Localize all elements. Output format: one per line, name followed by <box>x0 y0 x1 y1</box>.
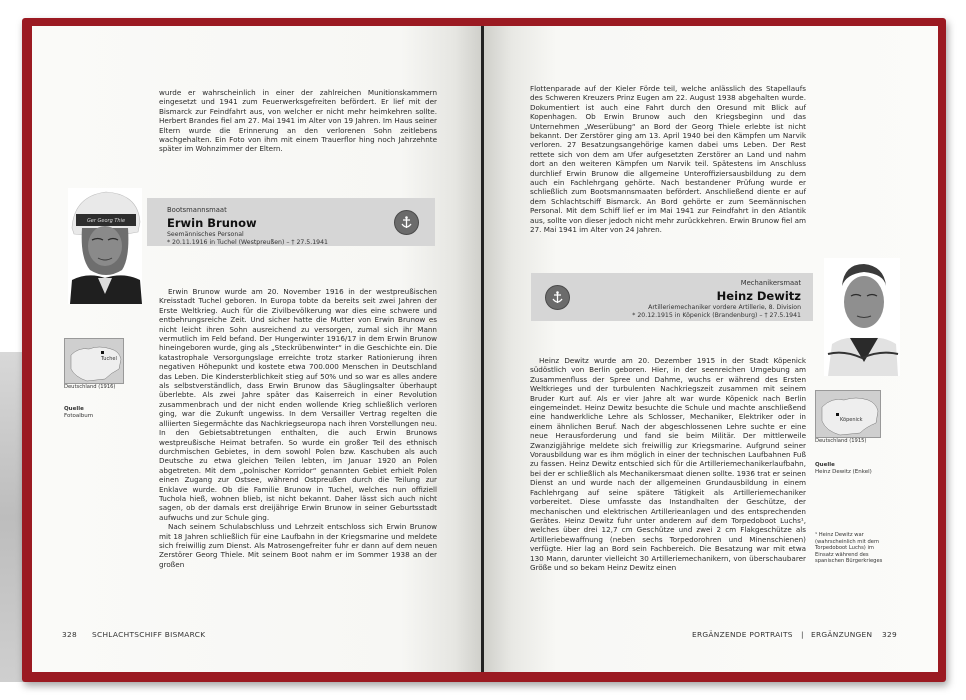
portrait-banner-heinz-dewitz <box>531 273 813 321</box>
rank-label: Mechanikersmaat <box>740 279 801 287</box>
anchor-emblem-icon <box>545 285 570 310</box>
map-germany-1915 <box>815 390 881 438</box>
right-footer-separator: | <box>801 630 804 639</box>
portrait-banner-erwin-brunow <box>147 198 435 246</box>
right-footer-chapter: ERGÄNZUNGEN <box>811 630 873 639</box>
person-name: Heinz Dewitz <box>716 289 801 303</box>
rank-label: Bootsmannsmaat <box>167 206 227 214</box>
left-footer-title: SCHLACHTSCHIFF BISMARCK <box>92 630 206 639</box>
person-dates: * 20.12.1915 in Köpenick (Brandenburg) – † 27.5.1941 <box>632 312 801 319</box>
svg-text:Ger Georg Thie: Ger Georg Thie <box>86 218 126 224</box>
left-intro-text: wurde er wahrscheinlich in einer der zahlreichen Munitionskammern eingesetzt und 1941 zum Feuerwerksgefreiten befördert. Er lief mit der Bismarck zur Feindfahrt aus, von welcher er nicht mehr heimkehren sollte. Herbert Brandes fiel am 27. Mai 1941 im Alter von 19 Jahren. Im Haus seiner Eltern wurde die Erinnerung an den verlorenen Sohn zeitlebens wachgehalten. Ein Foto von ihm mit einem Trauerflor hing noch Jahrzehnte später im Wohnzimmer der Eltern. <box>159 88 437 154</box>
right-intro-text: Flottenparade auf der Kieler Förde teil, welche anlässlich des Stapellaufs des Schweren Kreuzers Prinz Eugen am 22. August 1938 abgehalten wurde. Dokumentiert ist auch eine Fahrt durch den Oresund mit Blick auf Kopenhagen. Ob Erwin Brunow auch den Kriegsbeginn und das Unternehmen „Weserübung“ an Bord der Georg Thiele erlebte ist nicht bekannt. Der Zerstörer ging am 13. April 1940 bei den Kämpfen um Narvik verloren. 27 Besatzungsangehörige kamen dabei ums Leben. Der Rest rettete sich von dem am Ufer aufgesetzten Zerstörer an Land und nahm dort an den weiteren Kämpfen um Narvik teil. Spätestens im Anschluss durchlief Erwin Brunow die allgemeine Unteroffiziersausbildung zu dem auch ein Fachlehrgang gehörte. Nach bestandener Prüfung wurde er schließlich zum Bootsmannsmaaten befördert. Anschließend diente er auf dem Schlachtschiff Bismarck. An Bord gehörte er zum Seemännischen Personal. Mit dem Schiff lief er im Mai 1941 zur Feindfahrt in den Atlantik aus, sollte von dieser jedoch nicht mehr zurückkehren. Erwin Brunow fiel am 27. Mai 1941 im Alter von 24 Jahren. <box>530 84 806 235</box>
anchor-emblem-icon <box>394 210 419 235</box>
right-body-text: Heinz Dewitz wurde am 20. Dezember 1915 in der Stadt Köpenick südöstlich von Berlin geboren. Hier, in der seenreichen Umgebung am Zusammenfluss der Spree und Dahme, wuchs er während des Ersten Weltkrieges und der turbulenten Nachkriegszeit zusammen mit seinem Bruder Kurt auf. Als er vier Jahre alt war wurde Köpenick nach Berlin eingemeindet. Heinz Dewitz besuchte die Schule und machte anschließend eine handwerkliche Lehre als Schlosser, Mechaniker, Elektriker oder in einem ähnlichen Beruf. Nach der abgeschlossenen Lehre suchte er eine neue Herausforderung und fand sie beim Militär. Der mittlerweile Zwanzigjährige meldete sich freiwillig zur Kriegsmarine. Aufgrund seiner Vorausbildung war es ihm möglich in einer der technischen Laufbahnen Fuß zu fassen. Heinz Dewitz entschied sich für die Artilleriemechanikerlaufbahn, bei der er schließlich als Mechanikersmaat dienen sollte. 1936 trat er seinen Dienst an und wurde nach der allgemeinen Grundausbildung in einem Fachlehrgang auf seine spätere Tätigkeit als Artilleriemechaniker vorbereitet. Diese umfasste das Instandhalten der Geschütze, der mechanischen und elektrischen Artillerieanlagen und des entsprechenden Gerätes. Heinz Dewitz fuhr unter anderem auf dem Torpedoboot Luchs¹, welches über drei 12,7 cm Geschütze und zwei 2 cm Flakgeschütze als Artilleriebewaffnung (neben sechs Torpedorohren und Minenschienen) verfügte. Hier lag an Bord sein Fachbereich. Die Besatzung war mit etwa 130 Mann, darunter vielleicht 30 Artilleriemechanikern, von überschaubarer Größe und so bekam Heinz Dewitz einen <box>530 356 806 572</box>
left-body-text: Erwin Brunow wurde am 20. November 1916 in der westpreußischen Kreisstadt Tuchel geboren. In Europa tobte da bereits seit zwei Jahren der Erste Weltkrieg. Auch für die Zivilbevölkerung war dies eine schwere und entbehrungsreiche Zeit. Und sicher hatte die Mutter von Erwin Brunow es nicht leicht ihren Sohn ausreichend zu versorgen, zumal sich ihr Mann vermutlich im Feld befand. Der Hungerwinter 1916/17 in dem Erwin Brunow hineingeboren wurde, ging als „Steckrübenwinter“ in die Geschichte ein. Die katastrophale Versorgungslage erreichte trotz starker Rationierung ihren negativen Höhepunkt und kostete etwa 700.000 Menschen in Deutschland das Leben. Die Kindersterblichkeit stieg auf 50% und so war es alles andere als selbstverständlich, dass Erwin Brunow das Säuglingsalter überhaupt überlebte. Als zwei Jahre später das Kaiserreich in einer Revolution zusammenbrach und der nicht enden wollende Krieg schließlich verloren ging, war die Zukunft ungewiss. In dem Versailler Vertrag regelten die alliierten Siegermächte das Nachkriegseuropa nach ihren Vorstellungen neu. In den Gebietsabtretungen enthalten, die auch Erwin Brunows westpreußische Heimat betrafen. So wurde ein großer Teil des ethnisch durchmischen Gebietes, in dem sowohl Polen bzw. Kaschuben als auch Deutsche zu etwa gleichen Teilen lebten, im Januar 1920 an Polen abgetreten. Mit dem „polnischer Korridor“ genannten Gebiet erhielt Polen einen Zugang zur Ostsee, während Ostpreußen durch die Teilung zur Enklave wurde. Ob die Familie Brunow in Tuchel, welches nun offiziell Tuchola hieß, wohnen blieb, ist nicht bekannt. Daher lässt sich auch nicht sagen, ob der damals erst dreijährige Erwin Brunow in seiner Geburtsstadt aufwuchs und zur Schule ging. Nach seinem Schulabschluss und Lehrzeit entschloss sich Erwin Brunow mit 18 Jahren schließlich für eine Laufbahn in der Kriegsmarine und meldete sich freiwillig zum Dienst. Als Matrosengefreiter fuhr er dann auf dem neuen Zerstörer Georg Thiele. Mit seinem Boot nahm er im Sommer 1938 an der großen <box>159 287 437 569</box>
right-footer-page-number: 329 <box>882 630 898 639</box>
person-name: Erwin Brunow <box>167 216 257 230</box>
map-location-label: Tuchel <box>101 356 117 362</box>
person-role: Seemännisches Personal <box>167 231 244 238</box>
right-footer-section: ERGÄNZENDE PORTRAITS <box>692 630 793 639</box>
map-germany-1916 <box>64 338 124 384</box>
source-label: Quelle <box>815 462 835 468</box>
source-value: Heinz Dewitz (Enkel) <box>815 469 872 475</box>
left-page <box>32 26 482 672</box>
footnote: ¹ Heinz Dewitz war (wahrscheinlich mit dem Torpedoboot Luchs) im Einsatz während des spanischen Bürgerkrieges <box>815 532 883 564</box>
map-caption: Deutschland (1916) <box>64 384 116 390</box>
source-label: Quelle <box>64 406 84 412</box>
portrait-photo-heinz-dewitz <box>824 258 900 376</box>
person-role: Artilleriemechaniker vordere Artillerie, 8. Division <box>648 304 801 311</box>
right-page <box>484 26 938 672</box>
left-footer-page-number: 328 <box>62 630 78 639</box>
source-value: Fotoalbum <box>64 413 94 419</box>
person-dates: * 20.11.1916 in Tuchel (Westpreußen) – † 27.5.1941 <box>167 239 328 246</box>
portrait-photo-erwin-brunow <box>68 188 142 304</box>
map-location-label: Köpenick <box>840 417 863 423</box>
map-caption: Deutschland (1915) <box>815 438 867 444</box>
